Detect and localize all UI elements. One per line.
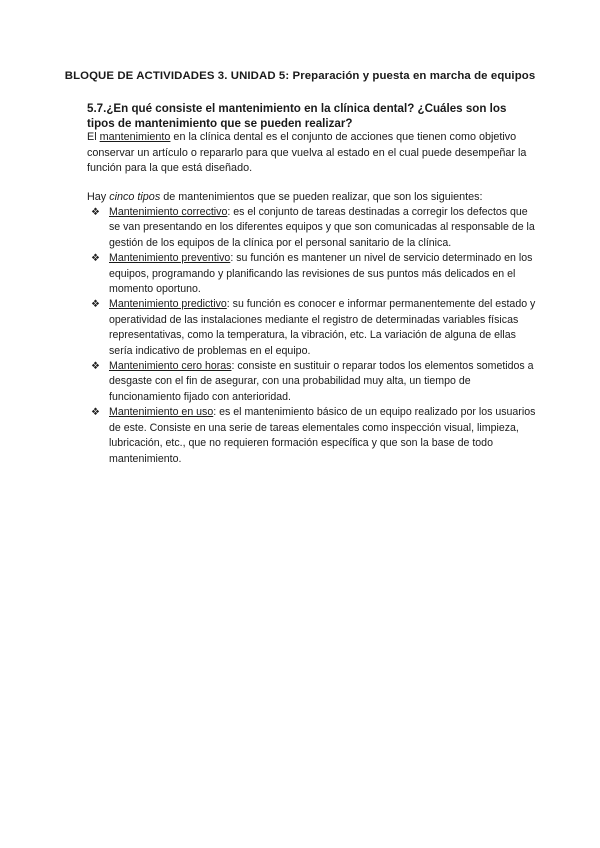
definition-before: El <box>87 131 100 143</box>
definition-term: mantenimiento <box>99 131 171 143</box>
diamond-bullet-icon: ❖ <box>91 253 100 265</box>
intro-before: Hay <box>87 191 110 203</box>
type-name: Mantenimiento preventivo <box>109 252 231 265</box>
list-item <box>90 405 540 467</box>
diamond-bullet-icon: ❖ <box>91 407 100 419</box>
intro-emphasis: cinco tipos <box>109 191 161 203</box>
list-item <box>90 359 540 405</box>
list-item <box>90 251 540 297</box>
type-name: Mantenimiento cero horas <box>109 360 232 373</box>
type-description: : su función es mantener un nivel de servicio determinado en los equipos, programando y planificando las revisiones de sus puntos más delicados en el momento oportuno. <box>109 252 533 296</box>
definition-paragraph <box>87 130 539 177</box>
document-header: BLOQUE DE ACTIVIDADES 3. UNIDAD 5: Preparación y puesta en marcha de equipos <box>64 70 536 82</box>
intro-after: de mantenimientos que se pueden realizar, que son los siguientes: <box>160 191 483 203</box>
type-name: Mantenimiento en uso <box>109 406 214 419</box>
question-heading: 5.7.¿En qué consiste el mantenimiento en la clínica dental? ¿Cuáles son los tipos de mantenimiento que se pueden realizar? <box>87 102 507 130</box>
type-description: : su función es conocer e informar permanentemente del estado y operatividad de las instalaciones mediante el registro de determinadas variables físicas representativas, como la temperatura, la vibración, etc. La variación de alguna de ellas sería indicativo de problemas en el equipo. <box>109 298 536 357</box>
list-item <box>90 297 540 359</box>
diamond-bullet-icon: ❖ <box>91 299 100 311</box>
definition-after: en la clínica dental es el conjunto de acciones que tienen como objetivo conservar un artículo o repararlo para que vuelva al estado en el cual puede desempeñar la función para la que está diseñado. <box>87 131 527 175</box>
type-description: : es el mantenimiento básico de un equipo realizado por los usuarios de este. Consiste en una serie de tareas elementales como inspección visual, limpieza, lubricación, etc., que no requieren formación específica y que son la base de todo mantenimiento. <box>109 406 536 465</box>
diamond-bullet-icon: ❖ <box>91 361 100 373</box>
intro-paragraph <box>87 190 539 206</box>
type-name: Mantenimiento predictivo <box>109 298 227 311</box>
type-name: Mantenimiento correctivo <box>109 206 228 218</box>
list-item <box>90 205 540 251</box>
diamond-bullet-icon: ❖ <box>91 207 100 218</box>
maintenance-types-list <box>90 205 540 467</box>
type-description: : es el conjunto de tareas destinadas a corregir los defectos que se van presentando en los diferentes equipos y que son comunicadas al responsable de la gestión de los equipos de la clínica por el personal sanitario de la clínica. <box>109 206 535 249</box>
type-description: : consiste en sustituir o reparar todos los elementos sometidos a desgaste con el fin de asegurar, con una probabilidad muy alta, un tiempo de funcionamiento fijado con anterioridad. <box>109 360 534 403</box>
